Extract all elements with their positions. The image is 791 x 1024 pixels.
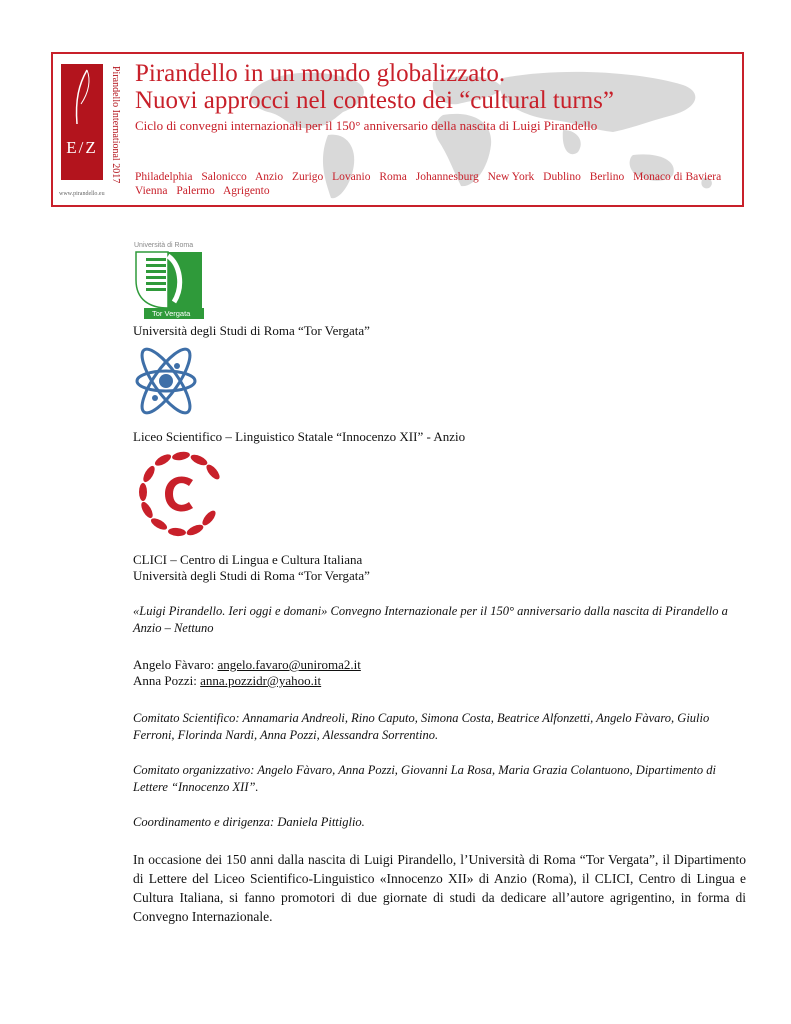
city-item: Anzio [254,171,284,183]
organizing-committee: Comitato organizzativo: Angelo Fàvaro, Anna Pozzi, Giovanni La Rosa, Maria Grazia Colantuono, Dipartimento di Lettere “Innocenzo XII”. [133,763,716,794]
city-item: Philadelphia [135,171,193,183]
contact-name: Angelo Fàvaro: [133,657,218,672]
clici-university: Università degli Studi di Roma “Tor Vergata” [133,568,370,583]
header-banner [51,52,744,207]
city-item: Berlino [589,171,625,183]
city-item: Palermo [176,185,215,197]
city-item: Salonicco [201,171,247,183]
liceo-name: Liceo Scientifico – Linguistico Statale “Innocenzo XII” - Anzio [133,429,466,444]
city-item: Zurigo [291,171,324,183]
clici-name: CLICI – Centro di Lingua e Cultura Italiana [133,552,363,567]
liceo-atom-logo [135,338,197,424]
scientific-committee: Comitato Scientifico: Annamaria Andreoli, Rino Caputo, Simona Costa, Beatrice Alfonzetti, Angelo Fàvaro, Giulio Ferroni, Florinda Nardi, Anna Pozzi, Alessandra Sorrentino. [133,711,710,742]
university-name: Università degli Studi di Roma “Tor Vergata” [133,323,370,338]
event-title: «Luigi Pirandello. Ieri oggi e domani» Convegno Internazionale per il 150° anniversario dalla nascita di Pirandello a Anzio – Nettuno [133,604,728,635]
contact-pozzi [133,673,321,689]
city-item: Lovanio [332,171,371,183]
email-link[interactable]: anna.pozzidr@yahoo.it [200,673,322,688]
pirandello-logo [61,64,103,180]
intro-paragraph: In occasione dei 150 anni dalla nascita di Luigi Pirandello, l’Università di Roma “Tor Vergata”, il Dipartimento di Lettere del Liceo Scientifico-Linguistico «Innocenzo XII» di Anzio (Roma), il CLICI, Centro di Lingua e Cultura Italiana, si fanno promotori di due giornate di studi da dedicare all’autore agrigentino, in forma di Convegno Internazionale. [133,852,746,924]
city-item: New York [487,171,535,183]
city-item: Roma [379,171,407,183]
contact-name: Anna Pozzi: [133,673,201,688]
logo-letters: E/Z [66,138,98,157]
vertical-label: Pirandello International 2017 [110,66,121,184]
banner-title-line1: Pirandello in un mondo globalizzato. [135,60,506,87]
contact-favaro [133,657,361,673]
city-item: Monaco di Baviera [633,171,722,183]
logo-url: www.pirandello.eu [59,191,105,197]
city-item: Vienna [135,185,168,197]
banner-title-line2: Nuovi approcci nel contesto dei “cultural turns” [135,87,615,114]
shield-icon [134,250,206,316]
city-item: Agrigento [222,185,270,197]
city-item: Johannesburg [415,171,479,183]
city-list [135,170,739,198]
coordination: Coordinamento e dirigenza: Daniela Pittiglio. [133,815,365,829]
tor-vergata-logo-top-text: Università di Roma [134,242,194,249]
tor-vergata-logo [134,242,206,320]
city-item: Dublino [543,171,581,183]
clici-logo [135,446,227,542]
tor-vergata-logo-bottom-text: Tor Vergata [144,308,204,319]
banner-subtitle: Ciclo di convegni internazionali per il 150° anniversario della nascita di Luigi Pirandello [135,118,598,133]
email-link[interactable]: angelo.favaro@uniroma2.it [217,657,361,672]
quill-icon [61,64,103,134]
